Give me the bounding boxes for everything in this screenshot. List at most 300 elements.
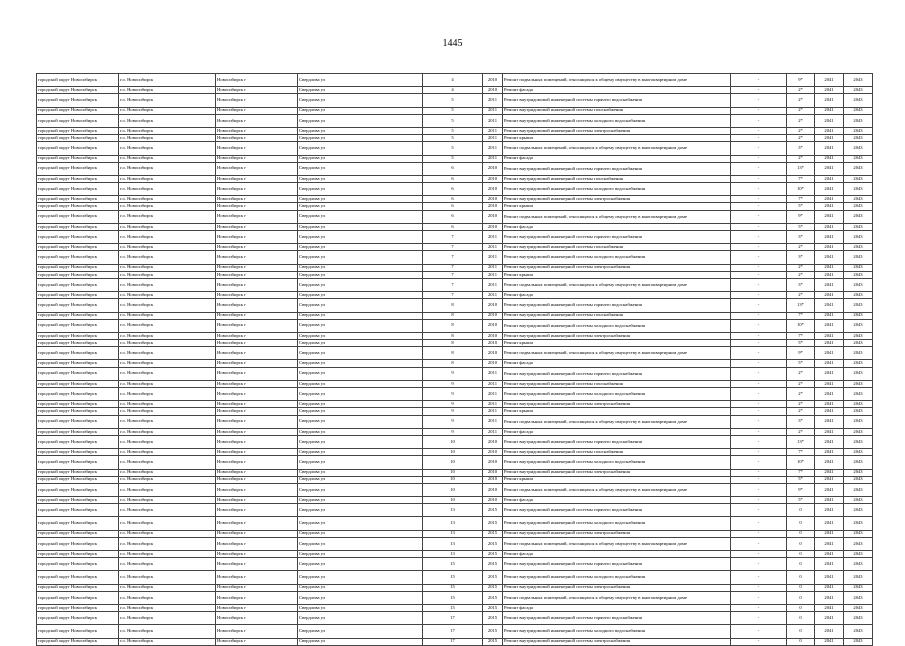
cell-work: Ремонт внутридомовой инженерной системы горячего водоснабжения: [503, 612, 731, 625]
cell-y2: 2043: [844, 347, 873, 360]
cell-work: Ремонт подвальных помещений, относящихся к общему имуществу в многоквартирном доме: [503, 415, 731, 428]
cell-house: 13: [423, 504, 483, 517]
cell-city_short: г.о. Новосибирск: [119, 469, 216, 476]
cell-y2: 2043: [844, 367, 873, 380]
cell-y2: 2043: [844, 476, 873, 483]
table-row: [37, 183, 873, 196]
cell-y2: 2043: [844, 401, 873, 408]
table-row: [37, 604, 873, 611]
cell-dash: -: [731, 380, 787, 387]
cell-dash: -: [731, 415, 787, 428]
table-row: [37, 292, 873, 299]
cell-house: 6: [423, 210, 483, 223]
cell-value: 2*: [787, 94, 815, 107]
table-row: [37, 638, 873, 645]
cell-year: 2010: [483, 162, 503, 175]
cell-district: городской округ Новосибирск: [37, 223, 119, 230]
cell-year: 2010: [483, 435, 503, 448]
cell-y2: 2043: [844, 340, 873, 347]
cell-street: Свердлова ул: [298, 625, 423, 638]
cell-y1: 2041: [815, 551, 844, 558]
cell-year: 2015: [483, 551, 503, 558]
cell-value: 3*: [787, 278, 815, 291]
cell-y1: 2041: [815, 449, 844, 456]
cell-dash: -: [731, 319, 787, 332]
cell-work: Ремонт внутридомовой инженерной системы электроснабжения: [503, 127, 731, 134]
cell-house: 9: [423, 367, 483, 380]
table-row: [37, 223, 873, 230]
cell-city_short: г.о. Новосибирск: [119, 210, 216, 223]
cell-dash: -: [731, 476, 787, 483]
cell-street: Свердлова ул: [298, 591, 423, 604]
cell-y2: 2043: [844, 114, 873, 127]
cell-city_short: г.о. Новосибирск: [119, 435, 216, 448]
cell-y1: 2041: [815, 504, 844, 517]
cell-city_short: г.о. Новосибирск: [119, 87, 216, 94]
cell-year: 2015: [483, 638, 503, 645]
cell-street: Свердлова ул: [298, 347, 423, 360]
cell-y2: 2043: [844, 456, 873, 469]
cell-house: 5: [423, 155, 483, 162]
table-row: [37, 388, 873, 401]
table-row: [37, 340, 873, 347]
cell-city: Новосибирск г: [216, 210, 298, 223]
cell-y1: 2041: [815, 264, 844, 271]
cell-y1: 2041: [815, 332, 844, 339]
cell-city_short: г.о. Новосибирск: [119, 244, 216, 251]
cell-value: 2*: [787, 87, 815, 94]
cell-y2: 2043: [844, 155, 873, 162]
cell-district: городской округ Новосибирск: [37, 530, 119, 537]
cell-city_short: г.о. Новосибирск: [119, 428, 216, 435]
cell-district: городской округ Новосибирск: [37, 456, 119, 469]
cell-year: 2011: [483, 135, 503, 142]
cell-city: Новосибирск г: [216, 408, 298, 415]
cell-year: 2011: [483, 127, 503, 134]
cell-value: 2*: [787, 135, 815, 142]
cell-dash: -: [731, 135, 787, 142]
cell-dash: -: [731, 360, 787, 367]
cell-value: 2*: [787, 244, 815, 251]
cell-work: Ремонт внутридомовой инженерной системы холодного водоснабжения: [503, 456, 731, 469]
cell-district: городской округ Новосибирск: [37, 401, 119, 408]
cell-work: Ремонт внутридомовой инженерной системы электроснабжения: [503, 584, 731, 591]
cell-year: 2010: [483, 360, 503, 367]
cell-city: Новосибирск г: [216, 571, 298, 584]
cell-city: Новосибирск г: [216, 469, 298, 476]
cell-house: 15: [423, 571, 483, 584]
cell-street: Свердлова ул: [298, 87, 423, 94]
cell-district: городской округ Новосибирск: [37, 408, 119, 415]
cell-city: Новосибирск г: [216, 264, 298, 271]
cell-dash: -: [731, 332, 787, 339]
cell-dash: -: [731, 183, 787, 196]
cell-district: городской округ Новосибирск: [37, 638, 119, 645]
cell-district: городской округ Новосибирск: [37, 162, 119, 175]
cell-city_short: г.о. Новосибирск: [119, 591, 216, 604]
table-row: [37, 278, 873, 291]
cell-street: Свердлова ул: [298, 401, 423, 408]
cell-street: Свердлова ул: [298, 469, 423, 476]
cell-city_short: г.о. Новосибирск: [119, 319, 216, 332]
cell-city_short: г.о. Новосибирск: [119, 114, 216, 127]
cell-dash: -: [731, 142, 787, 155]
cell-y1: 2041: [815, 388, 844, 401]
cell-y2: 2043: [844, 292, 873, 299]
cell-city: Новосибирск г: [216, 175, 298, 182]
cell-y2: 2043: [844, 504, 873, 517]
cell-district: городской округ Новосибирск: [37, 558, 119, 571]
cell-house: 10: [423, 483, 483, 496]
cell-value: 5*: [787, 340, 815, 347]
cell-value: 5*: [787, 360, 815, 367]
cell-house: 5: [423, 135, 483, 142]
cell-city_short: г.о. Новосибирск: [119, 558, 216, 571]
cell-dash: -: [731, 223, 787, 230]
cell-y1: 2041: [815, 319, 844, 332]
cell-y2: 2043: [844, 175, 873, 182]
cell-year: 2015: [483, 571, 503, 584]
cell-value: 2*: [787, 388, 815, 401]
table-row: [37, 591, 873, 604]
cell-y1: 2041: [815, 456, 844, 469]
cell-y2: 2043: [844, 551, 873, 558]
cell-work: Ремонт подвальных помещений, относящихся к общему имуществу в многоквартирном доме: [503, 142, 731, 155]
cell-dash: -: [731, 231, 787, 244]
cell-value: 5*: [787, 223, 815, 230]
cell-street: Свердлова ул: [298, 551, 423, 558]
cell-city: Новосибирск г: [216, 537, 298, 550]
cell-house: 5: [423, 142, 483, 155]
cell-district: городской округ Новосибирск: [37, 380, 119, 387]
cell-city: Новосибирск г: [216, 155, 298, 162]
cell-dash: -: [731, 408, 787, 415]
cell-value: 9*: [787, 74, 815, 87]
cell-work: Ремонт внутридомовой инженерной системы электроснабжения: [503, 530, 731, 537]
cell-street: Свердлова ул: [298, 142, 423, 155]
cell-street: Свердлова ул: [298, 155, 423, 162]
cell-work: Ремонт внутридомовой инженерной системы горячего водоснабжения: [503, 299, 731, 312]
cell-city_short: г.о. Новосибирск: [119, 408, 216, 415]
table-row: [37, 476, 873, 483]
table-row: [37, 625, 873, 638]
table-row: [37, 408, 873, 415]
cell-city_short: г.о. Новосибирск: [119, 340, 216, 347]
cell-y2: 2043: [844, 584, 873, 591]
cell-year: 2011: [483, 94, 503, 107]
cell-y1: 2041: [815, 612, 844, 625]
cell-city: Новосибирск г: [216, 517, 298, 530]
cell-city_short: г.о. Новосибирск: [119, 497, 216, 504]
cell-y2: 2043: [844, 299, 873, 312]
cell-street: Свердлова ул: [298, 340, 423, 347]
cell-district: городской округ Новосибирск: [37, 87, 119, 94]
cell-city_short: г.о. Новосибирск: [119, 74, 216, 87]
cell-house: 6: [423, 223, 483, 230]
cell-y1: 2041: [815, 530, 844, 537]
cell-district: городской округ Новосибирск: [37, 483, 119, 496]
cell-street: Свердлова ул: [298, 558, 423, 571]
cell-city: Новосибирск г: [216, 401, 298, 408]
cell-y2: 2043: [844, 435, 873, 448]
cell-y2: 2043: [844, 558, 873, 571]
cell-city: Новосибирск г: [216, 415, 298, 428]
cell-dash: -: [731, 551, 787, 558]
cell-value: 13*: [787, 299, 815, 312]
cell-dash: -: [731, 175, 787, 182]
cell-year: 2015: [483, 537, 503, 550]
cell-district: городской округ Новосибирск: [37, 360, 119, 367]
cell-value: 7*: [787, 449, 815, 456]
cell-year: 2010: [483, 340, 503, 347]
cell-work: Ремонт фасада: [503, 292, 731, 299]
cell-work: Ремонт фасада: [503, 604, 731, 611]
cell-y1: 2041: [815, 251, 844, 264]
cell-street: Свердлова ул: [298, 612, 423, 625]
cell-city: Новосибирск г: [216, 497, 298, 504]
cell-value: 10*: [787, 183, 815, 196]
cell-street: Свердлова ул: [298, 435, 423, 448]
cell-city: Новосибирск г: [216, 251, 298, 264]
cell-value: 0: [787, 612, 815, 625]
cell-dash: -: [731, 127, 787, 134]
cell-district: городской округ Новосибирск: [37, 175, 119, 182]
cell-street: Свердлова ул: [298, 449, 423, 456]
cell-city: Новосибирск г: [216, 142, 298, 155]
cell-city_short: г.о. Новосибирск: [119, 612, 216, 625]
cell-city_short: г.о. Новосибирск: [119, 332, 216, 339]
cell-y2: 2043: [844, 638, 873, 645]
cell-work: Ремонт внутридомовой инженерной системы холодного водоснабжения: [503, 625, 731, 638]
cell-y1: 2041: [815, 408, 844, 415]
cell-dash: -: [731, 203, 787, 210]
cell-value: 0: [787, 537, 815, 550]
cell-city: Новосибирск г: [216, 347, 298, 360]
cell-value: 0: [787, 504, 815, 517]
cell-district: городской округ Новосибирск: [37, 319, 119, 332]
cell-street: Свердлова ул: [298, 203, 423, 210]
cell-district: городской округ Новосибирск: [37, 231, 119, 244]
cell-city: Новосибирск г: [216, 476, 298, 483]
cell-y2: 2043: [844, 87, 873, 94]
cell-value: 0: [787, 517, 815, 530]
cell-y2: 2043: [844, 428, 873, 435]
cell-dash: -: [731, 537, 787, 550]
cell-dash: -: [731, 210, 787, 223]
cell-city_short: г.о. Новосибирск: [119, 367, 216, 380]
cell-work: Ремонт крыши: [503, 203, 731, 210]
cell-street: Свердлова ул: [298, 278, 423, 291]
table-row: [37, 537, 873, 550]
cell-year: 2010: [483, 456, 503, 469]
cell-city_short: г.о. Новосибирск: [119, 292, 216, 299]
table-row: [37, 271, 873, 278]
cell-house: 13: [423, 551, 483, 558]
cell-street: Свердлова ул: [298, 360, 423, 367]
table-row: [37, 135, 873, 142]
cell-value: 2*: [787, 114, 815, 127]
cell-house: 8: [423, 299, 483, 312]
cell-work: Ремонт крыши: [503, 340, 731, 347]
cell-value: 7*: [787, 175, 815, 182]
table-row: [37, 612, 873, 625]
cell-work: Ремонт внутридомовой инженерной системы газоснабжения: [503, 312, 731, 319]
cell-district: городской округ Новосибирск: [37, 347, 119, 360]
cell-city: Новосибирск г: [216, 278, 298, 291]
cell-work: Ремонт внутридомовой инженерной системы холодного водоснабжения: [503, 114, 731, 127]
cell-city: Новосибирск г: [216, 584, 298, 591]
cell-year: 2010: [483, 347, 503, 360]
cell-street: Свердлова ул: [298, 312, 423, 319]
cell-house: 17: [423, 625, 483, 638]
cell-y1: 2041: [815, 74, 844, 87]
cell-district: городской округ Новосибирск: [37, 428, 119, 435]
cell-y2: 2043: [844, 107, 873, 114]
cell-year: 2011: [483, 380, 503, 387]
cell-street: Свердлова ул: [298, 517, 423, 530]
cell-work: Ремонт внутридомовой инженерной системы горячего водоснабжения: [503, 231, 731, 244]
cell-year: 2011: [483, 155, 503, 162]
cell-y2: 2043: [844, 530, 873, 537]
cell-house: 9: [423, 401, 483, 408]
cell-work: Ремонт внутридомовой инженерной системы горячего водоснабжения: [503, 435, 731, 448]
cell-year: 2015: [483, 530, 503, 537]
cell-city_short: г.о. Новосибирск: [119, 155, 216, 162]
cell-y1: 2041: [815, 183, 844, 196]
cell-year: 2011: [483, 408, 503, 415]
cell-house: 13: [423, 530, 483, 537]
cell-city: Новосибирск г: [216, 483, 298, 496]
table-row: [37, 347, 873, 360]
cell-value: 0: [787, 584, 815, 591]
cell-y2: 2043: [844, 94, 873, 107]
table-row: [37, 483, 873, 496]
cell-y1: 2041: [815, 625, 844, 638]
cell-year: 2015: [483, 504, 503, 517]
cell-city_short: г.о. Новосибирск: [119, 638, 216, 645]
table-row: [37, 264, 873, 271]
cell-house: 10: [423, 435, 483, 448]
cell-city: Новосибирск г: [216, 223, 298, 230]
cell-y2: 2043: [844, 278, 873, 291]
cell-house: 9: [423, 428, 483, 435]
cell-city: Новосибирск г: [216, 292, 298, 299]
cell-city: Новосибирск г: [216, 551, 298, 558]
cell-work: Ремонт внутридомовой инженерной системы электроснабжения: [503, 401, 731, 408]
cell-y1: 2041: [815, 604, 844, 611]
cell-district: городской округ Новосибирск: [37, 107, 119, 114]
table-row: [37, 449, 873, 456]
page-number: 1445: [442, 38, 463, 49]
cell-district: городской округ Новосибирск: [37, 312, 119, 319]
cell-year: 2010: [483, 210, 503, 223]
cell-dash: -: [731, 584, 787, 591]
table-row: [37, 74, 873, 87]
cell-y1: 2041: [815, 469, 844, 476]
table-row: [37, 571, 873, 584]
cell-city_short: г.о. Новосибирск: [119, 312, 216, 319]
cell-y2: 2043: [844, 449, 873, 456]
cell-house: 8: [423, 319, 483, 332]
cell-year: 2010: [483, 87, 503, 94]
cell-y2: 2043: [844, 591, 873, 604]
cell-dash: -: [731, 347, 787, 360]
cell-house: 5: [423, 94, 483, 107]
cell-y2: 2043: [844, 497, 873, 504]
cell-city: Новосибирск г: [216, 87, 298, 94]
cell-house: 5: [423, 127, 483, 134]
cell-year: 2011: [483, 251, 503, 264]
cell-y1: 2041: [815, 271, 844, 278]
cell-work: Ремонт крыши: [503, 135, 731, 142]
cell-dash: -: [731, 271, 787, 278]
cell-year: 2010: [483, 74, 503, 87]
cell-house: 8: [423, 347, 483, 360]
cell-city: Новосибирск г: [216, 604, 298, 611]
cell-value: 13*: [787, 162, 815, 175]
cell-y2: 2043: [844, 74, 873, 87]
cell-street: Свердлова ул: [298, 638, 423, 645]
cell-district: городской округ Новосибирск: [37, 584, 119, 591]
cell-work: Ремонт внутридомовой инженерной системы электроснабжения: [503, 469, 731, 476]
cell-city_short: г.о. Новосибирск: [119, 584, 216, 591]
cell-district: городской округ Новосибирск: [37, 388, 119, 401]
cell-street: Свердлова ул: [298, 292, 423, 299]
cell-y2: 2043: [844, 162, 873, 175]
cell-work: Ремонт подвальных помещений, относящихся к общему имуществу в многоквартирном доме: [503, 210, 731, 223]
cell-dash: -: [731, 428, 787, 435]
cell-house: 13: [423, 537, 483, 550]
cell-y1: 2041: [815, 571, 844, 584]
cell-house: 8: [423, 312, 483, 319]
cell-y1: 2041: [815, 347, 844, 360]
table-row: [37, 530, 873, 537]
cell-street: Свердлова ул: [298, 162, 423, 175]
cell-y2: 2043: [844, 210, 873, 223]
table-row: [37, 319, 873, 332]
cell-y1: 2041: [815, 476, 844, 483]
cell-y1: 2041: [815, 114, 844, 127]
cell-city: Новосибирск г: [216, 388, 298, 401]
cell-city_short: г.о. Новосибирск: [119, 456, 216, 469]
cell-year: 2011: [483, 107, 503, 114]
cell-dash: -: [731, 612, 787, 625]
cell-city: Новосибирск г: [216, 558, 298, 571]
cell-dash: -: [731, 251, 787, 264]
cell-district: городской округ Новосибирск: [37, 591, 119, 604]
table-row: [37, 517, 873, 530]
cell-work: Ремонт внутридомовой инженерной системы электроснабжения: [503, 332, 731, 339]
cell-city_short: г.о. Новосибирск: [119, 175, 216, 182]
cell-work: Ремонт внутридомовой инженерной системы горячего водоснабжения: [503, 94, 731, 107]
cell-work: Ремонт внутридомовой инженерной системы холодного водоснабжения: [503, 388, 731, 401]
cell-district: городской округ Новосибирск: [37, 127, 119, 134]
cell-y2: 2043: [844, 537, 873, 550]
cell-work: Ремонт крыши: [503, 476, 731, 483]
cell-city_short: г.о. Новосибирск: [119, 271, 216, 278]
cell-district: городской округ Новосибирск: [37, 571, 119, 584]
cell-dash: -: [731, 504, 787, 517]
cell-city: Новосибирск г: [216, 625, 298, 638]
cell-year: 2015: [483, 558, 503, 571]
table-row: [37, 551, 873, 558]
cell-y1: 2041: [815, 175, 844, 182]
cell-year: 2015: [483, 584, 503, 591]
cell-dash: -: [731, 469, 787, 476]
cell-street: Свердлова ул: [298, 604, 423, 611]
cell-year: 2010: [483, 497, 503, 504]
cell-work: Ремонт внутридомовой инженерной системы газоснабжения: [503, 380, 731, 387]
